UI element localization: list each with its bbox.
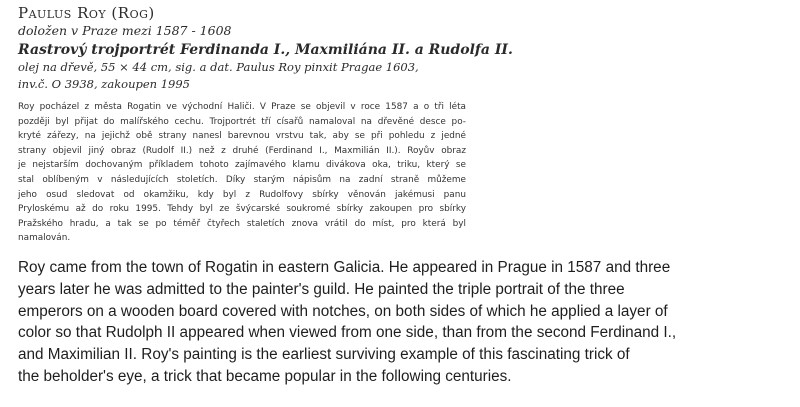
- czech-line: strany objevil jiný obraz (Rudolf II.) než z druhé (Ferdinand I., Maxmilián II.). Royův obraz: [18, 145, 466, 156]
- english-line: years later he was admitted to the painter's guild. He painted the triple portrait of the three: [18, 280, 625, 298]
- artwork-title: Rastrový trojportrét Ferdinanda I., Maxmiliána II. a Rudolfa II.: [18, 42, 513, 58]
- czech-line: namalován.: [18, 233, 71, 244]
- artist-name: Paulus Roy (Rog): [18, 4, 155, 22]
- czech-line: je nejstarším dochovaným příkladem tohoto zajímavého klamu divákova oka, triku, který se: [18, 160, 466, 171]
- english-line: Roy came from the town of Rogatin in eastern Galicia. He appeared in Prague in 1587 and three: [18, 259, 671, 276]
- czech-line: kryté zářezy, na jejichž obě strany nanesl barevnou vrstvu tak, aby se při pohledu z jedné: [18, 131, 466, 142]
- czech-paragraph: [18, 100, 466, 246]
- czech-line: Pryloskému až do roku 1995. Tehdy byl ze švýcarské soukromé sbírky zakoupen pro sbírky: [18, 204, 466, 215]
- artist-dates: doložen v Praze mezi 1587 - 1608: [18, 23, 232, 38]
- czech-line: stal oblíbeným v následujících stoletích. Díky starým nápisům na zadní straně můžeme: [18, 174, 466, 185]
- english-line: color so that Rudolph II appeared when viewed from one side, than from the second Ferdinand I.,: [18, 324, 677, 342]
- czech-line: později byl přijat do malířského cechu. Trojportrét tří císařů namaloval na dřevěné desce po-: [18, 116, 466, 127]
- czech-line: jeho osud sledovat od okamžiku, kdy byl z Rudolfovy sbírky věnován jakémusi panu: [18, 189, 466, 200]
- inventory-number: inv.č. O 3938, zakoupen 1995: [18, 77, 190, 91]
- english-line: emperors on a wooden board covered with notches, on both sides of which he applied a layer of: [18, 302, 668, 320]
- catalog-entry: [18, 4, 513, 93]
- czech-line: Roy pocházel z města Rogatin ve východní Haliči. V Praze se objevil v roce 1587 a o tři léta: [18, 102, 466, 112]
- czech-line: Pražského hradu, a tak se po téměř čtyřech staletích znova vrátil do míst, pro která byl: [18, 218, 466, 229]
- artwork-medium: olej na dřevě, 55 × 44 cm, sig. a dat. Paulus Roy pinxit Pragae 1603,: [18, 60, 419, 74]
- english-line: and Maximilian II. Roy's painting is the earliest surviving example of this fascinating trick of: [18, 346, 630, 364]
- english-line: the beholder's eye, a trick that became popular in the following centuries.: [18, 367, 512, 385]
- english-translation: [18, 257, 798, 388]
